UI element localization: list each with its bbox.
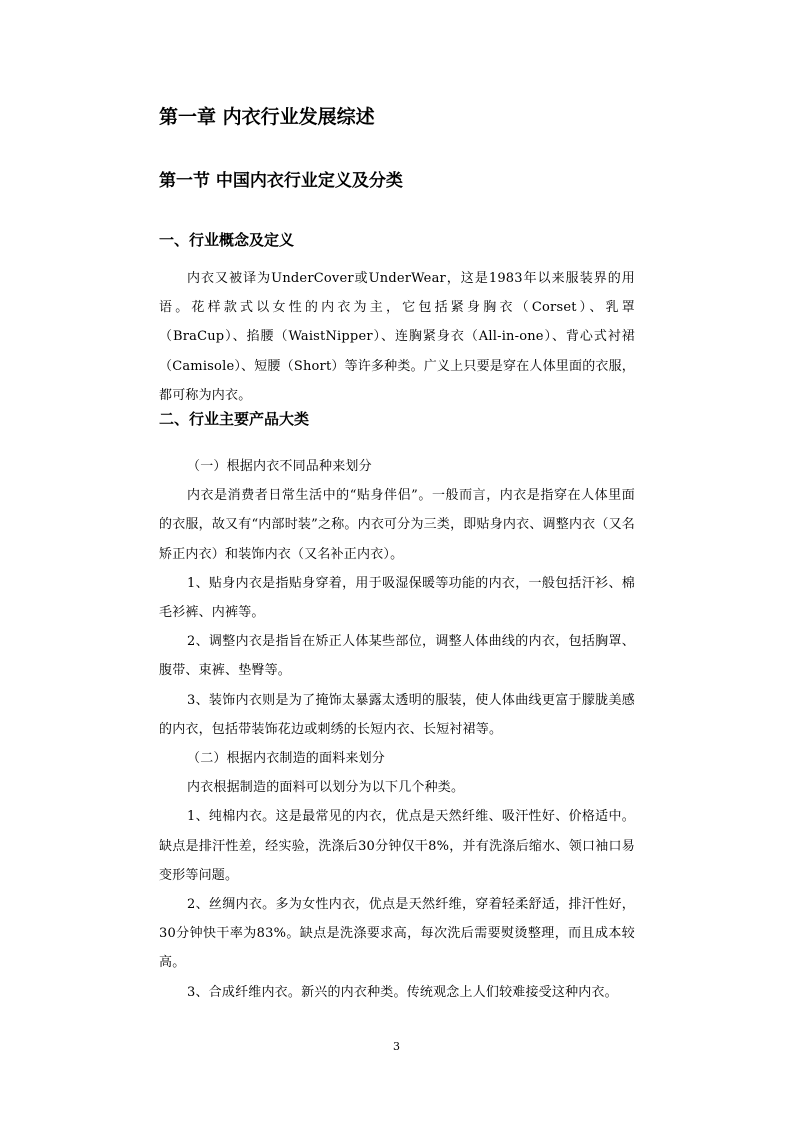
- category-intro-fabric: 内衣根据制造的面料可以划分为以下几个种类。: [187, 780, 465, 796]
- category-heading-fabric: （二）根据内衣制造的面料来划分: [187, 751, 386, 767]
- definition-paragraph: 内衣又被译为UnderCover或UnderWear，这是1983年以来服装界的用语。花样款式以女性的内衣为主，它包括紧身胸衣（Corset）、乳罩（BraCup）、掐腰（WaistNipper）、连胸紧身衣（All-in-one）、背心式衬裙（Camisole）、短腰（Short）等许多种类。广义上只要是穿在人体里面的衣服，都可称为内衣。: [159, 271, 635, 403]
- subsection-title-categories: 二、行业主要产品大类: [159, 410, 310, 428]
- list-item: 2、丝绸内衣。多为女性内衣，优点是天然纤维，穿着轻柔舒适，排汗性好，30分钟快干率为83%。缺点是洗涤要求高，每次洗后需要熨烫整理，而且成本较高。: [159, 897, 635, 971]
- list-item: 3、装饰内衣则是为了掩饰太暴露太透明的服装，使人体曲线更富于朦胧美感的内衣，包括带装饰花边或刺绣的长短内衣、长短衬裙等。: [159, 692, 635, 737]
- section-title: 第一节 中国内衣行业定义及分类: [159, 171, 403, 191]
- list-item: 1、贴身内衣是指贴身穿着，用于吸湿保暖等功能的内衣，一般包括汗衫、棉毛衫裤、内裤等。: [159, 575, 635, 621]
- chapter-title: 第一章 内衣行业发展综述: [159, 106, 375, 128]
- list-item: 2、调整内衣是指旨在矫正人体某些部位，调整人体曲线的内衣，包括胸罩、腹带、束裤、垫臀等。: [159, 634, 635, 679]
- page-number: 3: [393, 1040, 400, 1053]
- category-intro-variety: 内衣是消费者日常生活中的“贴身伴侣”。一般而言，内衣是指穿在人体里面的衣服，故又有“内部时装”之称。内衣可分为三类，即贴身内衣、调整内衣（又名矫正内衣）和装饰内衣（又名补正内衣）。: [159, 488, 635, 562]
- category-heading-variety: （一）根据内衣不同品种来划分: [187, 459, 372, 474]
- subsection-title-definition: 一、行业概念及定义: [159, 231, 295, 249]
- categories-body: [159, 452, 635, 1007]
- list-item: 1、纯棉内衣。这是最常见的内衣，优点是天然纤维、吸汗性好、价格适中。缺点是排汗性差，经实验，洗涤后30分钟仅干8%，并有洗涤后缩水、领口袖口易变形等问题。: [159, 809, 635, 883]
- list-item: 3、合成纤维内衣。新兴的内衣种类。传统观念上人们较难接受这种内衣。: [187, 984, 618, 1000]
